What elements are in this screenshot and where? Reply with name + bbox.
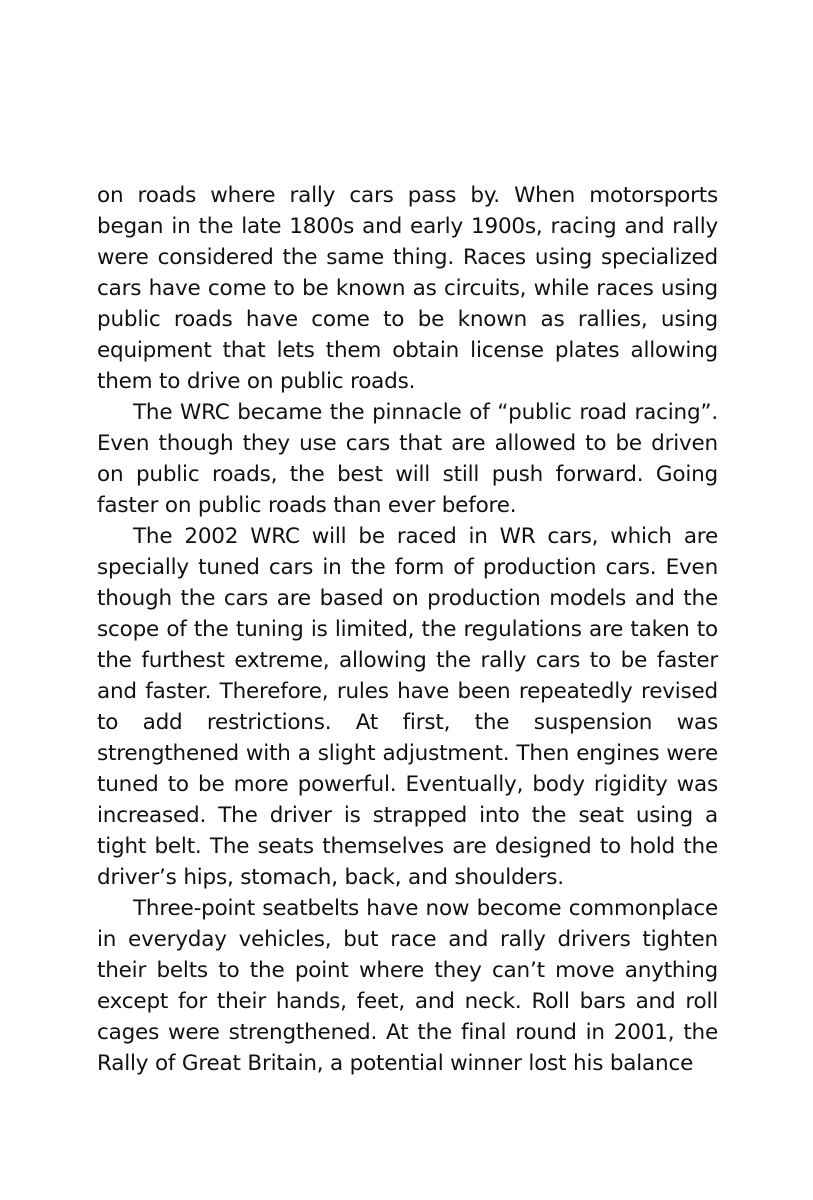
paragraph-3: The 2002 WRC will be raced in WR cars, which are specially tuned cars in the form of production cars. Even though the cars are based on production models and the scope of the tuning is limited, the regulations are taken to the furthest extreme, allowing the rally cars to be faster and faster. Therefore, rules have been repeatedly revised to add restrictions. At first, the suspension was strengthened with a slight adjustment. Then engines were tuned to be more powerful. Eventually, body rigidity was increased. The driver is strapped into the seat using a tight belt. The seats themselves are designed to hold the driver’s hips, stomach, back, and shoulders.: [97, 524, 718, 890]
paragraph-1: on roads where rally cars pass by. When motorsports began in the late 1800s and early 1900s, racing and rally were considered the same thing. Races using specialized cars have come to be known as circuits, while races using public roads have come to be known as rallies, using equipment that lets them obtain license plates allowing them to drive on public roads.: [97, 183, 718, 394]
paragraph-2: The WRC became the pinnacle of “public road racing”. Even though they use cars that are allowed to be driven on public roads, the best will still push forward. Going faster on public roads than ever before.: [97, 400, 718, 518]
paragraph-4: Three-point seatbelts have now become commonplace in everyday vehicles, but race and rally drivers tighten their belts to the point where they can’t move anything except for their hands, feet, and neck. Roll bars and roll cages were strengthened. At the final round in 2001, the Rally of Great Britain, a potential winner lost his balance: [97, 896, 718, 1076]
page-body: [97, 180, 718, 1079]
